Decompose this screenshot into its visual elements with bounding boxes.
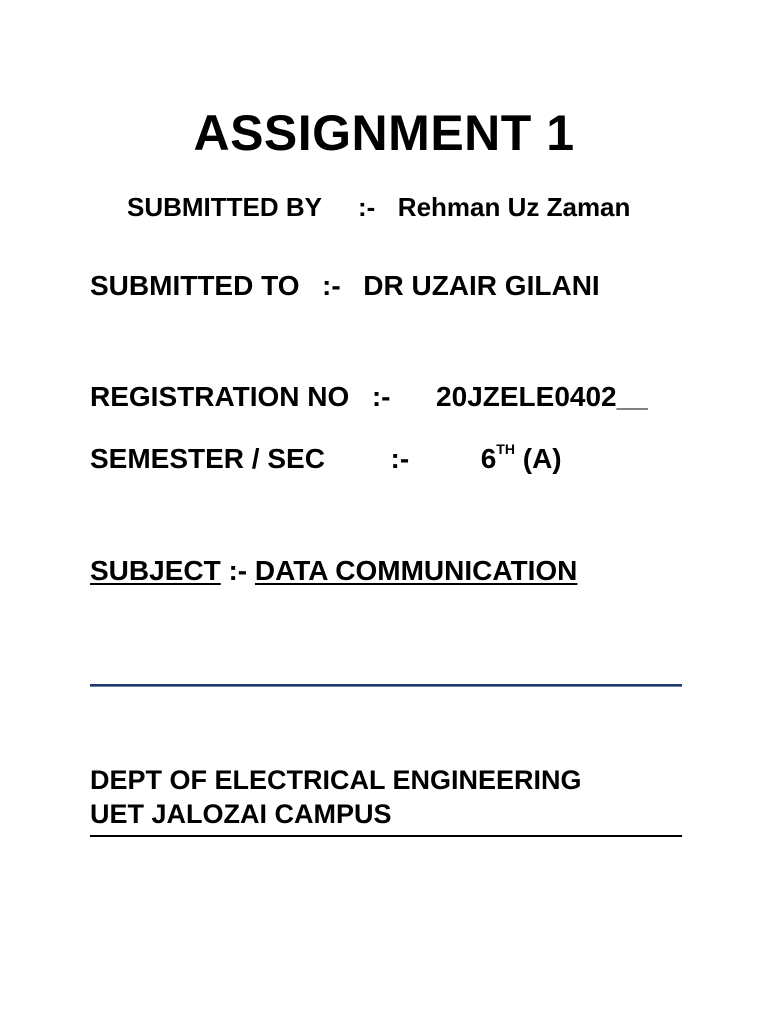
department-underline (90, 835, 682, 837)
assignment-title: ASSIGNMENT 1 (193, 105, 575, 161)
semester-row (90, 443, 562, 475)
submitted-by-label: SUBMITTED BY (127, 192, 322, 222)
semester-section: (A) (522, 443, 562, 474)
registration-value: 20JZELE0402__ (436, 381, 648, 412)
submitted-by-separator: :- (358, 192, 376, 222)
registration-row (90, 381, 648, 413)
subject-row (90, 555, 577, 587)
registration-label: REGISTRATION NO (90, 381, 350, 412)
semester-number: 6 (480, 443, 497, 474)
subject-separator: :- (228, 555, 248, 586)
submitted-to-label: SUBMITTED TO (90, 270, 300, 301)
department-block (90, 763, 582, 831)
submitted-to-row (90, 270, 600, 302)
department-name: DEPT OF ELECTRICAL ENGINEERING (90, 765, 582, 795)
semester-superscript: TH (496, 441, 515, 457)
submitted-by-value: Rehman Uz Zaman (397, 192, 631, 222)
submitted-to-value: DR UZAIR GILANI (363, 270, 600, 301)
registration-separator: :- (371, 381, 391, 412)
subject-value: DATA COMMUNICATION (254, 555, 578, 586)
submitted-to-separator: :- (322, 270, 341, 301)
semester-separator: :- (390, 443, 410, 474)
subject-label: SUBJECT (90, 555, 221, 586)
campus-name: UET JALOZAI CAMPUS (90, 799, 392, 829)
semester-label: SEMESTER / SEC (90, 443, 325, 474)
separator-rule (90, 684, 682, 687)
submitted-by-row (127, 192, 630, 223)
